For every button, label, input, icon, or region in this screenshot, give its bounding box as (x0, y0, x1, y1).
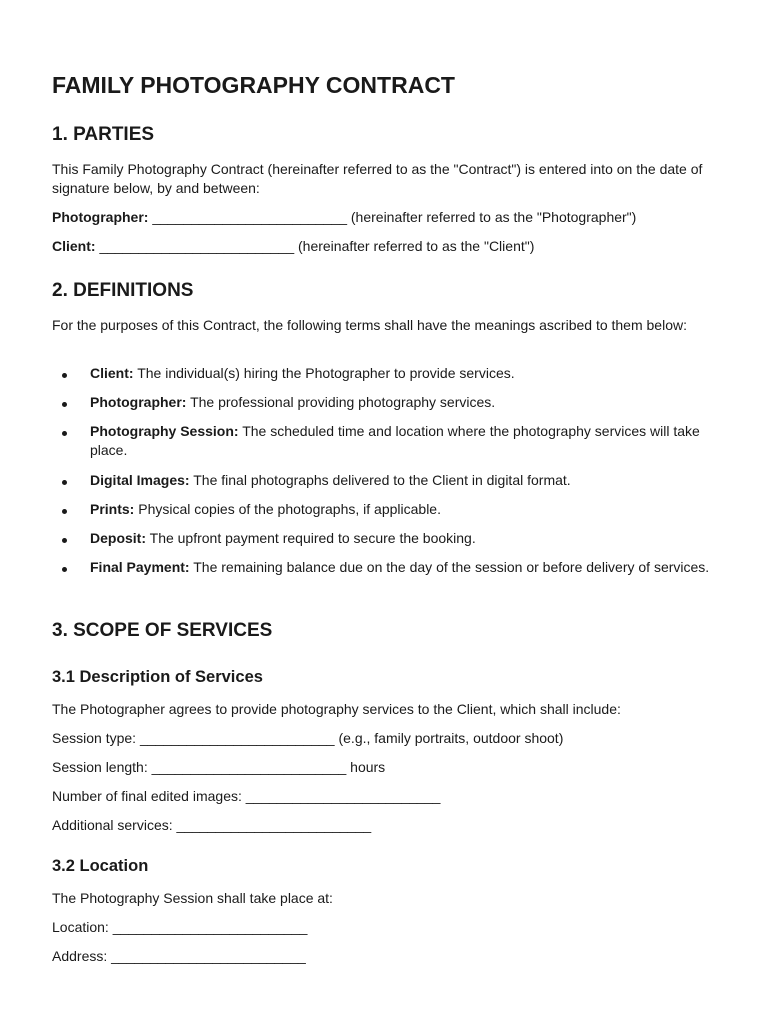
description-intro: The Photographer agrees to provide photography services to the Client, which shall include: (52, 701, 621, 717)
definition-text: The scheduled time and location where the photography services will take place. (90, 423, 700, 458)
definition-item (90, 529, 720, 548)
definition-item (90, 558, 720, 577)
definition-item (90, 471, 720, 490)
definition-item (90, 500, 720, 519)
bullet-icon (62, 402, 67, 407)
definition-text: Physical copies of the photographs, if applicable. (134, 501, 441, 517)
client-blank: _________________________ (hereinafter referred to as the "Client") (95, 238, 535, 254)
bullet-icon (62, 538, 67, 543)
location-heading: 3.2 Location (52, 857, 149, 875)
client-line (52, 237, 534, 256)
bullet-icon (62, 373, 67, 378)
parties-heading: 1. PARTIES (52, 124, 155, 145)
definition-term: Final Payment: (90, 559, 190, 575)
definition-item (90, 364, 720, 383)
definition-item (90, 422, 720, 460)
location-field: Location: _________________________ (52, 919, 308, 935)
definition-text: The upfront payment required to secure the booking. (146, 530, 476, 546)
definition-term: Photographer: (90, 394, 187, 410)
definition-text: The final photographs delivered to the Client in digital format. (189, 472, 571, 488)
definition-term: Photography Session: (90, 423, 239, 439)
definitions-heading: 2. DEFINITIONS (52, 280, 194, 301)
client-label: Client: (52, 238, 96, 254)
definition-term: Deposit: (90, 530, 146, 546)
definitions-intro: For the purposes of this Contract, the following terms shall have the meanings ascribed to them below: (52, 317, 687, 333)
parties-intro: This Family Photography Contract (hereinafter referred to as the "Contract") is entered into on the date of signature below, by and between: (52, 161, 703, 196)
bullet-icon (62, 509, 67, 514)
definition-text: The remaining balance due on the day of the session or before delivery of services. (189, 559, 710, 575)
scope-heading: 3. SCOPE OF SERVICES (52, 620, 273, 641)
bullet-icon (62, 567, 67, 572)
definition-text: The professional providing photography services. (186, 394, 496, 410)
bullet-icon (62, 431, 67, 436)
description-heading: 3.1 Description of Services (52, 668, 263, 686)
definition-term: Client: (90, 365, 134, 381)
document-title: FAMILY PHOTOGRAPHY CONTRACT (52, 72, 455, 98)
photographer-label: Photographer: (52, 209, 149, 225)
definition-term: Prints: (90, 501, 135, 517)
final-images-field: Number of final edited images: _________________________ (52, 788, 441, 804)
photographer-blank: _________________________ (hereinafter referred to as the "Photographer") (148, 209, 637, 225)
definition-item (90, 393, 720, 412)
session-length-field: Session length: _________________________ hours (52, 759, 386, 775)
additional-services-field: Additional services: _________________________ (52, 817, 372, 833)
bullet-icon (62, 480, 67, 485)
definition-text: The individual(s) hiring the Photographer to provide services. (133, 365, 515, 381)
address-field: Address: _________________________ (52, 948, 306, 964)
location-intro: The Photography Session shall take place at: (52, 890, 333, 906)
session-type-field: Session type: _________________________ (e.g., family portraits, outdoor shoot) (52, 730, 564, 746)
definition-term: Digital Images: (90, 472, 190, 488)
photographer-line (52, 208, 636, 227)
